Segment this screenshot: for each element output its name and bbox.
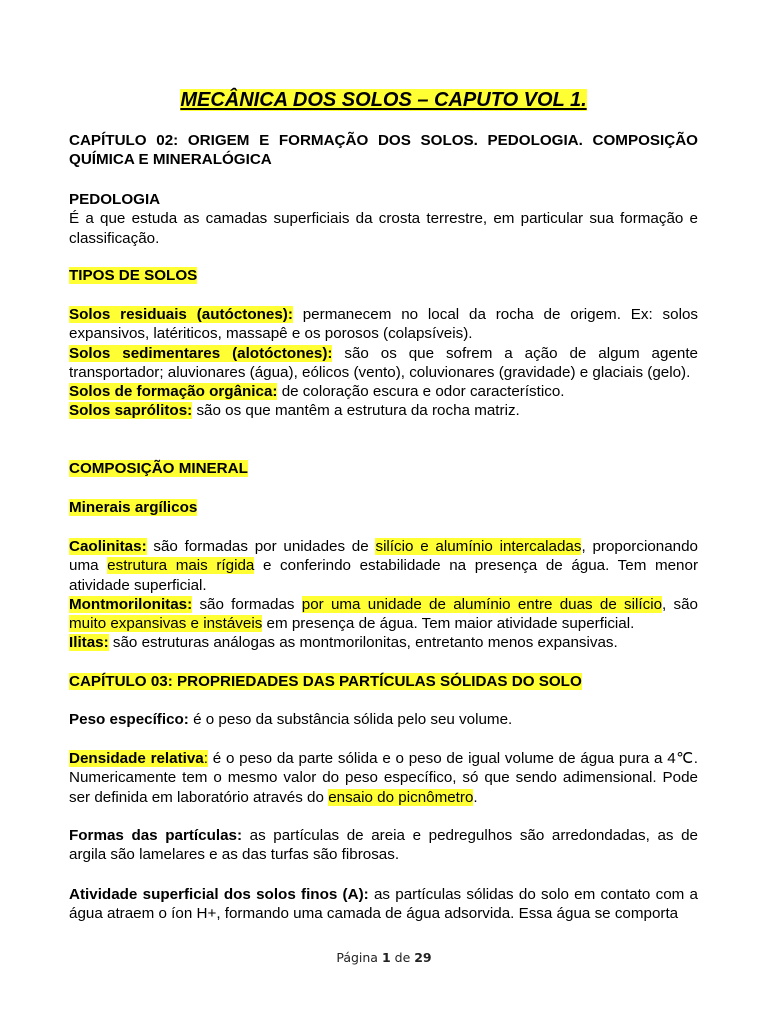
tipos-heading: TIPOS DE SOLOS (69, 267, 198, 284)
chapter-2-heading: CAPÍTULO 02: ORIGEM E FORMAÇÃO DOS SOLOS. PEDOLOGIA. COMPOSIÇÃO QUÍMICA E MINERALÓGICA (69, 132, 698, 169)
page-total: 29 (414, 950, 432, 965)
montmorilonitas-label: Montmorilonitas: (69, 595, 193, 613)
caolinitas-label: Caolinitas: (69, 538, 147, 555)
solos-saprolitos-label: Solos saprólitos: (69, 402, 193, 420)
minerais-subheading: Minerais argílicos (69, 499, 198, 516)
formas-particulas: Formas das partículas: as partículas de areia e pedregulhos são arredondadas, as de argila são lamelares e as das turfas são fibrosas. (69, 827, 698, 864)
tipos-list: Solos residuais (autóctones): permanecem no local da rocha de origem. Ex: solos expansivos, latériticos, massapê e os porosos (colapsíveis). Solos sedimentares (alotóctones): são os que sofrem a ação de algum agente transportador; aluvionares (água), eólicos (vento), coluvionares (gravidade) e glaciais (gelo). Solos de formação orgânica: de coloração escura e odor característico. Solos saprólitos: são os que mantêm a estrutura da rocha matriz. (69, 306, 698, 420)
composicao-heading: COMPOSIÇÃO MINERAL (69, 460, 248, 477)
pedologia-text: É a que estuda as camadas superficiais da crosta terrestre, em particular sua formação e classificação. (69, 210, 698, 247)
pedologia-heading: PEDOLOGIA (69, 191, 161, 208)
atividade-superficial: Atividade superficial dos solos finos (A): as partículas sólidas do solo em contato com a água atraem o íon H+, formando uma camada de água adsorvida. Essa água se comporta (69, 886, 698, 923)
page-footer: Página 1 de 29 (336, 950, 432, 965)
chapter-3-heading: CAPÍTULO 03: PROPRIEDADES DAS PARTÍCULAS SÓLIDAS DO SOLO (69, 673, 582, 690)
ilitas-label: Ilitas: (69, 634, 109, 652)
peso-especifico: Peso específico: é o peso da substância sólida pelo seu volume. (69, 711, 513, 728)
minerais-list: Caolinitas: são formadas por unidades de silício e alumínio intercaladas, proporcionando uma estrutura mais rígida e conferindo estabilidade na presença de água. Tem menor atividade superficial. Montmorilonitas: são formadas por uma unidade de alumínio entre duas de silício, são muito expansivas e instáveis em presença de água. Tem maior atividade superficial. Ilitas: são estruturas análogas as montmorilonitas, entretanto menos expansivas. (69, 538, 698, 652)
solos-organica-label: Solos de formação orgânica: (69, 383, 278, 401)
solos-residuais-label: Solos residuais (autóctones): (69, 306, 293, 323)
densidade-relativa: Densidade relativa: é o peso da parte sólida e o peso de igual volume de água pura a 4℃. Numericamente tem o mesmo valor do peso específico, só que sendo adimensional. Pode ser definida em laboratório através do ensaio do picnômetro. (69, 750, 699, 806)
page-number: 1 (381, 950, 391, 965)
document-title: MECÂNICA DOS SOLOS – CAPUTO VOL 1. (180, 89, 587, 111)
pedologia-section (69, 190, 698, 248)
solos-sedimentares-label: Solos sedimentares (alotóctones): (69, 344, 333, 362)
